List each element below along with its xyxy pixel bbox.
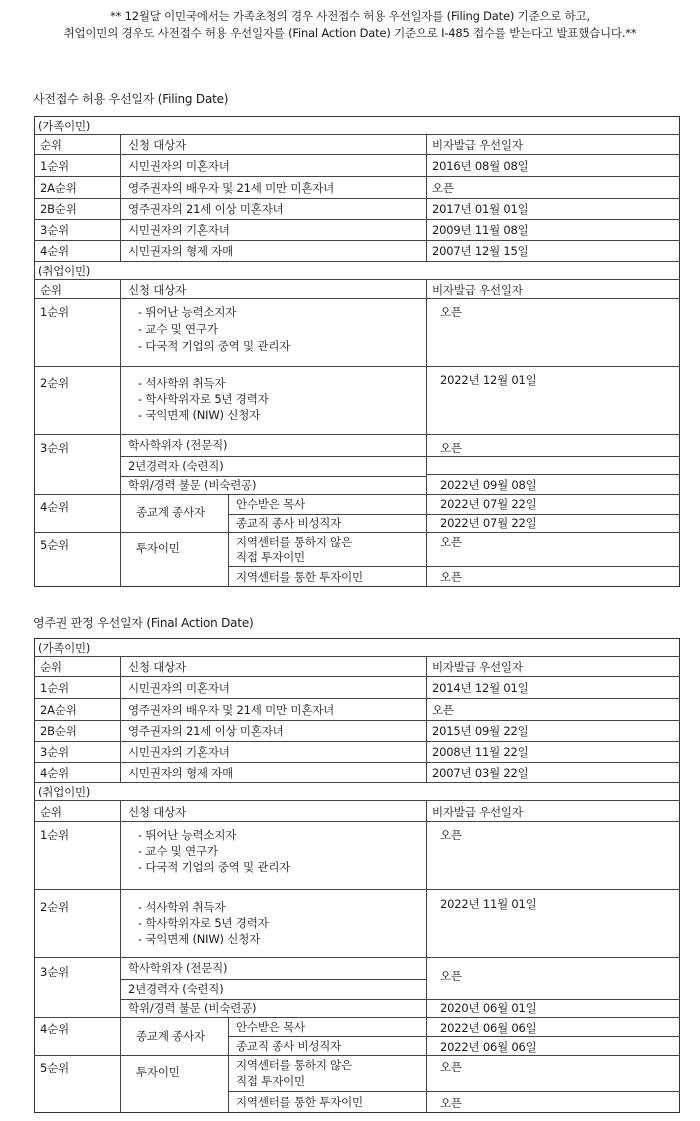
notice-line-1: ** 12월달 이민국에서는 가족초청의 경우 사전접수 허용 우선일자를 (Filing Date) 기준으로 하고, — [110, 9, 590, 23]
family-row-desc: 시민권자의 기혼자녀 — [128, 223, 230, 237]
emp-rank: 2순위 — [40, 376, 69, 390]
emp-date: 2022년 06월 06일 — [440, 1021, 537, 1035]
emp-category: 종교계 종사자 — [136, 1029, 205, 1043]
emp-date: 2022년 09월 08일 — [440, 478, 537, 492]
table-row-divider — [34, 889, 680, 890]
table-column-divider — [120, 279, 121, 587]
header-priority-date: 비자발급 우선일자 — [432, 283, 523, 297]
emp-sub: 종교직 종사 비성직자 — [236, 516, 342, 530]
emp-date: 오픈 — [440, 828, 462, 842]
family-row-desc: 시민권자의 미혼자녀 — [128, 681, 230, 695]
family-row-rank: 3순위 — [40, 223, 69, 237]
table-column-divider — [426, 656, 427, 782]
emp-sub: 학위/경력 불문 (비숙련공) — [128, 1001, 257, 1015]
table-row-divider — [34, 198, 680, 199]
table-row-divider — [34, 1055, 680, 1056]
table-row-divider — [34, 154, 680, 155]
family-row-date: 2017년 01월 01일 — [432, 202, 529, 216]
table-column-divider — [228, 494, 229, 587]
emp-item: - 국익면제 (NIW) 신청자 — [138, 408, 261, 422]
table-column-divider — [228, 1017, 229, 1113]
table-row-divider — [34, 261, 680, 262]
family-row-desc: 영주권자의 21세 이상 미혼자녀 — [128, 724, 284, 738]
emp-sub: 학사학위자 (전문직) — [128, 961, 228, 975]
table-row-divider — [34, 957, 680, 958]
table-row-divider — [34, 656, 680, 657]
family-row-rank: 2A순위 — [40, 181, 77, 195]
table-row-divider — [228, 566, 680, 567]
header-applicant: 신청 대상자 — [128, 805, 186, 819]
table-column-divider — [426, 134, 427, 261]
emp-date: 2022년 06월 06일 — [440, 1040, 537, 1054]
table-row-divider — [34, 279, 680, 280]
family-row-desc: 시민권자의 형제 자매 — [128, 766, 234, 780]
table-row-divider — [34, 1017, 680, 1018]
table-column-divider — [426, 800, 427, 1113]
emp-item: - 학사학위자로 5년 경력자 — [138, 916, 269, 930]
header-priority-date: 비자발급 우선일자 — [432, 660, 523, 674]
emp-item: - 교수 및 연구가 — [138, 844, 218, 858]
emp-date: 오픈 — [440, 1060, 462, 1074]
emp-date: 오픈 — [440, 969, 462, 983]
family-row-rank: 3순위 — [40, 745, 69, 759]
emp-rank: 5순위 — [40, 1061, 69, 1075]
family-row-rank: 4순위 — [40, 244, 69, 258]
emp-date: 2022년 12월 01일 — [440, 373, 537, 387]
emp-rank: 5순위 — [40, 538, 69, 552]
emp-category: 종교계 종사자 — [136, 505, 205, 519]
emp-sub: 2년경력자 (숙련직) — [128, 459, 224, 473]
emp-rank: 1순위 — [40, 305, 69, 319]
employment-label: (취업이민) — [38, 785, 91, 799]
emp-date: 2022년 07월 22일 — [440, 516, 537, 530]
family-row-date: 2014년 12월 01일 — [432, 681, 529, 695]
table-row-divider — [34, 698, 680, 699]
emp-sub: 학사학위자 (전문직) — [128, 438, 228, 452]
emp-item: - 교수 및 연구가 — [138, 322, 218, 336]
emp-rank: 4순위 — [40, 1022, 69, 1036]
emp-rank: 3순위 — [40, 965, 69, 979]
emp-date: 오픈 — [440, 305, 462, 319]
emp-date: 2022년 07월 22일 — [440, 497, 537, 511]
family-row-desc: 시민권자의 기혼자녀 — [128, 745, 230, 759]
header-rank: 순위 — [40, 283, 62, 297]
header-applicant: 신청 대상자 — [128, 660, 186, 674]
table-column-divider — [120, 800, 121, 1113]
family-label: (가족이민) — [38, 119, 91, 133]
family-row-date: 2009년 11월 08일 — [432, 223, 529, 237]
family-row-desc: 영주권자의 배우자 및 21세 미만 미혼자녀 — [128, 703, 335, 717]
emp-sub: 종교직 종사 비성직자 — [236, 1039, 342, 1053]
table-row-divider — [228, 1091, 680, 1092]
table-row-divider — [34, 762, 680, 763]
emp-sub: 지역센터를 통하지 않은 — [236, 535, 352, 549]
family-row-date: 2007년 12월 15일 — [432, 244, 529, 258]
table-row-divider — [34, 134, 680, 135]
family-row-date: 2015년 09월 22일 — [432, 724, 529, 738]
emp-sub: 지역센터를 통한 투자이민 — [236, 570, 363, 584]
family-row-rank: 1순위 — [40, 681, 69, 695]
table-row-divider — [34, 741, 680, 742]
table-column-divider — [426, 279, 427, 587]
table-row-divider — [120, 999, 680, 1000]
emp-sub: 안수받은 목사 — [236, 1020, 305, 1034]
emp-item: - 뛰어난 능력소지자 — [138, 828, 237, 842]
emp-sub: 지역센터를 통한 투자이민 — [236, 1095, 363, 1109]
emp-date: 오픈 — [440, 1096, 462, 1110]
family-row-rank: 2A순위 — [40, 703, 77, 717]
table-row-divider — [120, 476, 426, 477]
table-row-divider — [228, 1036, 680, 1037]
family-row-rank: 2B순위 — [40, 724, 77, 738]
emp-sub: 직접 투자이민 — [236, 550, 305, 564]
header-rank: 순위 — [40, 660, 62, 674]
table-row-divider — [34, 676, 680, 677]
table-row-divider — [34, 176, 680, 177]
table-row-divider — [34, 219, 680, 220]
emp-date: 2022년 11월 01일 — [440, 897, 537, 911]
header-priority-date: 비자발급 우선일자 — [432, 138, 523, 152]
family-row-rank: 1순위 — [40, 159, 69, 173]
emp-item: - 뛰어난 능력소지자 — [138, 305, 237, 319]
emp-rank: 2순위 — [40, 900, 69, 914]
table-row-divider — [34, 532, 680, 533]
emp-sub: 직접 투자이민 — [236, 1074, 305, 1088]
table-row-divider — [34, 720, 680, 721]
emp-sub: 안수받은 목사 — [236, 497, 305, 511]
emp-category: 투자이민 — [136, 1065, 180, 1079]
emp-date: 오픈 — [440, 441, 462, 455]
emp-item: - 다국적 기업의 중역 및 관리자 — [138, 860, 291, 874]
table-row-divider — [120, 456, 680, 457]
emp-item: - 학사학위자로 5년 경력자 — [138, 392, 269, 406]
table-column-divider — [120, 656, 121, 782]
table-row-divider — [34, 240, 680, 241]
final-section-title: 영주권 판정 우선일자 (Final Action Date) — [33, 616, 254, 630]
table-row-divider — [34, 800, 680, 801]
family-row-date: 2016년 08월 08일 — [432, 159, 529, 173]
family-row-date: 2007년 03월 22일 — [432, 766, 529, 780]
table-row-divider — [228, 514, 680, 515]
family-row-desc: 시민권자의 미혼자녀 — [128, 159, 230, 173]
header-rank: 순위 — [40, 805, 62, 819]
emp-date: 오픈 — [440, 570, 462, 584]
emp-item: - 다국적 기업의 중역 및 관리자 — [138, 339, 291, 353]
family-row-date: 오픈 — [432, 703, 454, 717]
emp-item: - 석사학위 취득자 — [138, 900, 226, 914]
family-label: (가족이민) — [38, 641, 91, 655]
emp-item: - 국익면제 (NIW) 신청자 — [138, 932, 261, 946]
emp-rank: 4순위 — [40, 500, 69, 514]
family-row-desc: 영주권자의 배우자 및 21세 미만 미혼자녀 — [128, 181, 335, 195]
table-row-divider — [34, 821, 680, 822]
emp-date: 2020년 06월 01일 — [440, 1001, 537, 1015]
family-row-rank: 4순위 — [40, 766, 69, 780]
table-row-divider — [34, 366, 680, 367]
emp-sub: 2년경력자 (숙련직) — [128, 982, 224, 996]
table-column-divider — [120, 134, 121, 261]
notice-line-2: 취업이민의 경우도 사전접수 허용 우선일자를 (Final Action Date) 기준으로 I-485 접수를 받는다고 발표했습니다.** — [63, 26, 637, 40]
emp-sub: 지역센터를 통하지 않은 — [236, 1058, 352, 1072]
family-row-date: 2008년 11월 22일 — [432, 745, 529, 759]
emp-rank: 1순위 — [40, 828, 69, 842]
header-priority-date: 비자발급 우선일자 — [432, 805, 523, 819]
table-row-divider — [34, 782, 680, 783]
notice — [0, 8, 700, 42]
family-row-rank: 2B순위 — [40, 202, 77, 216]
emp-item: - 석사학위 취득자 — [138, 376, 226, 390]
family-row-desc: 시민권자의 형제 자매 — [128, 244, 234, 258]
family-row-date: 오픈 — [432, 181, 454, 195]
table-row-divider — [426, 474, 680, 475]
filing-section-title: 사전접수 허용 우선일자 (Filing Date) — [33, 92, 229, 106]
header-applicant: 신청 대상자 — [128, 138, 186, 152]
emp-rank: 3순위 — [40, 441, 69, 455]
table-row-divider — [120, 979, 426, 980]
header-rank: 순위 — [40, 138, 62, 152]
employment-label: (취업이민) — [38, 264, 91, 278]
header-applicant: 신청 대상자 — [128, 283, 186, 297]
emp-date: 오픈 — [440, 535, 462, 549]
emp-sub: 학위/경력 불문 (비숙련공) — [128, 478, 257, 492]
family-row-desc: 영주권자의 21세 이상 미혼자녀 — [128, 202, 284, 216]
table-row-divider — [34, 298, 680, 299]
table-row-divider — [34, 494, 680, 495]
table-row-divider — [34, 434, 680, 435]
emp-category: 투자이민 — [136, 541, 180, 555]
